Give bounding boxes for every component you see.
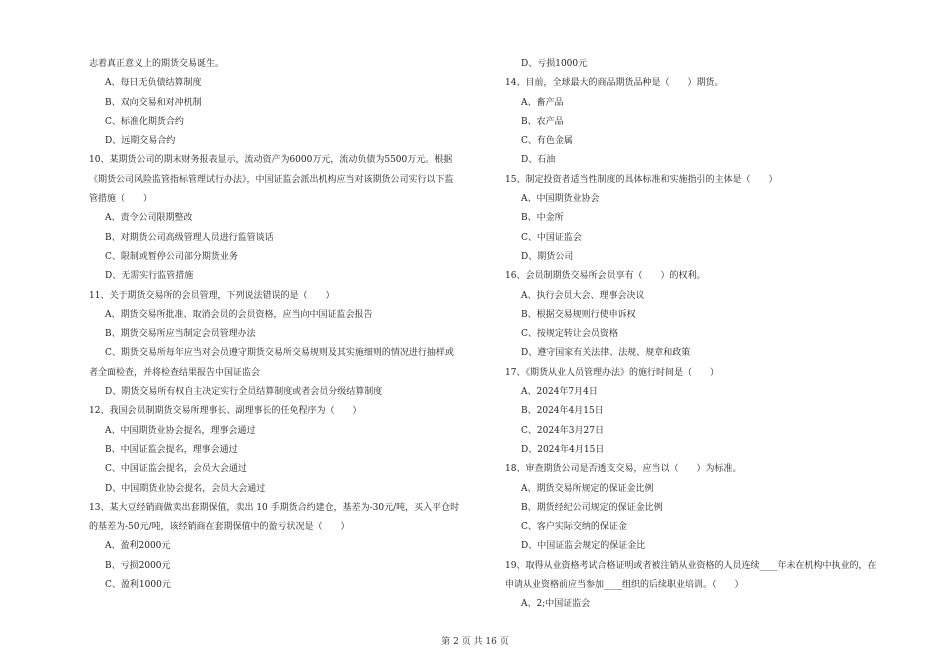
- question-continuation: 《期货公司风险监管指标管理试行办法》，中国证监会派出机构应当对该期货公司实行以下监: [89, 174, 454, 185]
- question-continuation: 申请从业资格前应当参加____组织的后续职业培训。（ ）: [505, 580, 744, 591]
- answer-option: D、2024年4月15日: [521, 444, 605, 455]
- question-text: 13、某大豆经销商做卖出套期保值，卖出 10 手期货合约建仓，基差为-30元/吨，买入平仓时: [89, 502, 460, 513]
- question-continuation: 的基差为-50元/吨，该经销商在套期保值中的盈亏状况是（ ）: [89, 522, 350, 533]
- answer-option: C、按规定转让会员资格: [521, 329, 618, 340]
- answer-option: D、远期交易合约: [105, 136, 176, 147]
- answer-option: C、标准化期货合约: [105, 116, 184, 127]
- answer-option: D、石油: [521, 155, 556, 166]
- question-text: 11、关于期货交易所的会员管理，下列说法错误的是（ ）: [89, 290, 335, 301]
- answer-option: C、有色金属: [521, 136, 573, 147]
- question-text: 19、取得从业资格考试合格证明或者被注销从业资格的人员连续____年未在机构中执业的，在: [505, 560, 877, 571]
- answer-option: A、执行会员大会、理事会决议: [521, 290, 645, 301]
- answer-option: A、期货交易所批准、取消会员的会员资格，应当向中国证监会报告: [105, 309, 373, 320]
- question-text: 14、目前，全球最大的商品期货品种是（ ）期货。: [505, 78, 724, 89]
- answer-option: B、中金所: [521, 213, 564, 224]
- answer-option: A、中国期货业协会提名，理事会通过: [105, 425, 256, 436]
- question-continuation: 管措施（ ）: [89, 194, 153, 205]
- question-continuation: 者全面检查，并将检查结果报告中国证监会: [89, 367, 261, 378]
- answer-option: B、中国证监会提名，理事会通过: [105, 444, 238, 455]
- answer-option: C、中国证监会提名，会员大会通过: [105, 464, 247, 475]
- question-text: 17、《期货从业人员管理办法》的施行时间是（ ）: [505, 367, 719, 378]
- answer-option: B、对期货公司高级管理人员进行监管谈话: [105, 232, 274, 243]
- answer-option: B、期货交易所应当制定会员管理办法: [105, 329, 256, 340]
- answer-option: C、客户实际交纳的保证金: [521, 522, 627, 533]
- right-column: [505, 55, 905, 615]
- answer-option: B、根据交易规则行使申诉权: [521, 309, 636, 320]
- answer-option: C、限制或暂停公司部分期货业务: [105, 251, 238, 262]
- answer-option: D、期货交易所有权自主决定实行全员结算制度或者会员分级结算制度: [105, 387, 383, 398]
- answer-option: A、每日无负债结算制度: [105, 78, 202, 89]
- answer-option: C、盈利1000元: [105, 580, 171, 591]
- answer-option: A、盈利2000元: [105, 541, 171, 552]
- answer-option: D、中国期货业协会提名，会员大会通过: [105, 483, 266, 494]
- answer-option: C、期货交易所每年应当对会员遵守期货交易所交易规则及其实施细则的情况进行抽样或: [105, 348, 454, 359]
- answer-option: B、亏损2000元: [105, 560, 171, 571]
- answer-option: A、畜产品: [521, 97, 564, 108]
- answer-option: D、中国证监会规定的保证金比: [521, 541, 646, 552]
- answer-option: B、农产品: [521, 116, 564, 127]
- answer-option: C、中国证监会: [521, 232, 582, 243]
- answer-option: A、责令公司限期整改: [105, 213, 193, 224]
- answer-option: A、中国期货业协会: [521, 194, 600, 205]
- answer-option: D、遵守国家有关法律、法规、规章和政策: [521, 348, 691, 359]
- answer-option: D、无需实行监管措施: [105, 271, 194, 282]
- question-text: 10、某期货公司的期末财务报表显示，流动资产为6000万元，流动负债为5500万元。根据: [89, 155, 453, 166]
- question-continuation: 志着真正意义上的期货交易诞生。: [89, 59, 225, 69]
- answer-option: B、期货经纪公司规定的保证金比例: [521, 502, 663, 513]
- answer-option: B、2024年4月15日: [521, 406, 604, 417]
- answer-option: D、亏损1000元: [521, 59, 588, 69]
- answer-option: D、期货公司: [521, 251, 574, 262]
- question-text: 18、审查期货公司是否透支交易，应当以（ ）为标准。: [505, 464, 742, 475]
- page-footer: 第 2 页 共 16 页: [441, 637, 509, 647]
- question-text: 15、制定投资者适当性制度的具体标准和实施指引的主体是（ ）: [505, 174, 778, 185]
- left-column: [89, 55, 484, 595]
- answer-option: A、期货交易所规定的保证金比例: [521, 483, 654, 494]
- answer-option: A、2;中国证监会: [521, 599, 591, 610]
- question-text: 12、我国会员制期货交易所理事长、副理事长的任免程序为（ ）: [89, 406, 362, 417]
- answer-option: B、双向交易和对冲机制: [105, 97, 202, 108]
- question-text: 16、会员制期货交易所会员享有（ ）的权利。: [505, 271, 706, 282]
- answer-option: A、2024年7月4日: [521, 387, 598, 398]
- answer-option: C、2024年3月27日: [521, 425, 604, 436]
